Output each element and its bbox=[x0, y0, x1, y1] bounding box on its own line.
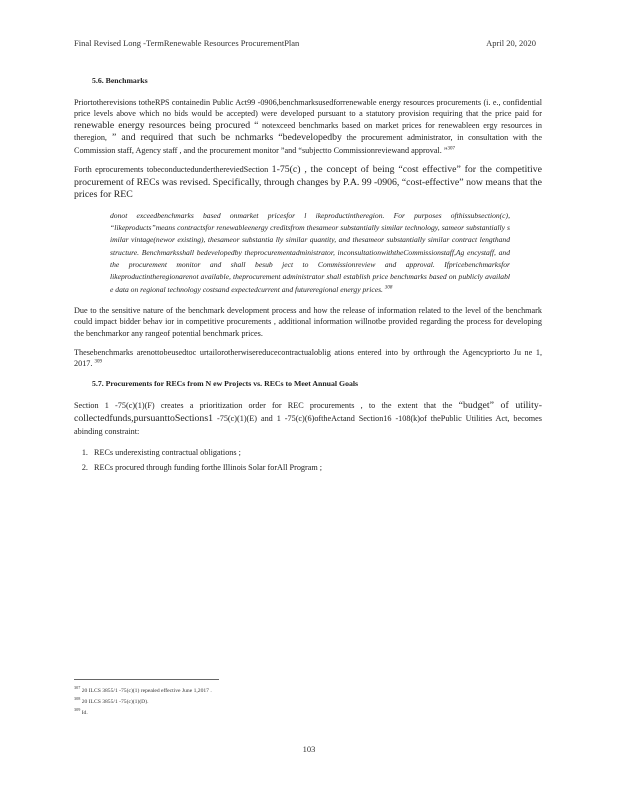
emphasis-text: “budget” of utility-collectedfunds,pursuanttoSections1 bbox=[74, 400, 542, 425]
document-body bbox=[74, 76, 542, 475]
footnote-309: $^{309}$ Id. bbox=[74, 707, 88, 716]
paragraph-benchmark-confidentiality: Due to the sensitive nature of the benchmark development process and how the release of information related to the level of the benchmark could impact bidder behav ior in competitive procurements , additional information willnotbe provided regarding the process for developing the benchmarkor any rangeof potential benchmark prices. bbox=[74, 305, 542, 338]
emphasis-text: ” and required that such be nchmarks “bedevelopedby bbox=[106, 132, 342, 144]
emphasis-text: renewable energy resources being procured “ bbox=[74, 119, 259, 131]
footnote-ref-308[interactable]: 308 bbox=[384, 285, 393, 291]
footnotes bbox=[74, 686, 212, 719]
emphasis-text: 1-75(c) , the concept of being “cost effective” for the competitive procurement of RECs was revised. Specifically, through changes by P.A. 99 -0906, “cost-effective” now means that the prices for REC bbox=[74, 164, 542, 201]
paragraph-benchmarks-history: Priortotherevisions totheRPS containedin Public Act99 -0906,benchmarksusedforrenewable energy resources procurements (i. e., confidential price levels above which no bids would be accepted) were developed pursuant to a statutory provision requiring that the price paid for renewable energy resources being procured “ notexceed benchmarks based on market prices for renewableen ergy resources in theregion, ” and required that such be nchmarks “bedevelopedby the procurement administrator, in consultation with the Commission staff, Agency staff , and the procurement monitor ”and “subjectto Commissionreviewand approval. ”$^{307}$ bbox=[74, 98, 542, 155]
footnote-ref-309[interactable]: 309 bbox=[94, 359, 102, 365]
paragraph-cost-effective: Forth eprocurements tobeconductedunderthereviedSection 1-75(c) , the concept of being “cost effective” for the competitive procurement of RECs was revised. Specifically, through changes by P.A. 99 -0906, “cost-effective” now means that the prices for REC bbox=[74, 164, 542, 201]
list-item: 1. RECs underexisting contractual obligations ; bbox=[90, 445, 542, 460]
block-quote-statute: donot exceedbenchmarks based onmarket pricesfor l ikeproductintheregion. For purposes ofthissubsection(c), “likeproducts”means contractsfor renewableenergy creditsfrom thesameor substantially similar technology, sameor substantially s imilar vintage(newor existing), thesameor substantia lly similar quantity, and thesameor substantially similar contract lengthand structure. Benchmarksshall bedevelopedby theprocurementadministrator, inconsultationwiththeCommissionstaff,Ag encystaff, and the procurement monitor and shall besub ject to Commissionreview and approval. Ifpricebenchmarksfor likeproductintheregionarenot available, theprocurement administrator shall establish price benchmarks based on publicly availabl e data on regional technology costsand expectedcurrent and futureregional energy prices. $^{308}$ bbox=[110, 210, 510, 294]
page-number: 103 bbox=[302, 744, 316, 754]
section-heading-5-6: 5.6. Benchmarks bbox=[92, 76, 148, 85]
paragraph-prioritization: Section 1 -75(c)(1)(F) creates a prioritization order for REC procurements , to the extent that the “budget” of utility-collectedfunds,pursuanttoSections1 -75(c)(1)(E) and 1 -75(c)(6)oftheActand Section16 -108(k)of thePublic Utilities Act, becomes abinding constraint: bbox=[74, 400, 542, 436]
section-heading-5-7: 5.7. Procurements for RECs from N ew Projects vs. RECs to Meet Annual Goals bbox=[92, 379, 359, 389]
paragraph-benchmark-contracts: Thesebenchmarks arenottobeusedtoc urtailorotherwisereducecontractualoblig ations entered into by orthrough the Agencypriorto Ju ne 1, 2017. $^{309}$ bbox=[74, 347, 542, 369]
priority-list bbox=[74, 445, 542, 475]
running-header-title: Final Revised Long -TermRenewable Resources ProcurementPlan bbox=[74, 38, 300, 48]
footnote-divider bbox=[74, 679, 219, 680]
footnote-ref-307[interactable]: 307 bbox=[447, 146, 456, 152]
running-header-date: April 20, 2020 bbox=[486, 38, 536, 48]
list-item: 2. RECs procured through funding forthe Illinois Solar forAll Program ; bbox=[90, 460, 542, 475]
footnote-308: $^{308}$ 20 ILCS 3855/1 -75(c)(1)(D). bbox=[74, 696, 149, 705]
footnote-307: $^{307}$ 20 ILCS 3855/1 -75(c)(1) repealed effective June 1,2017 . bbox=[74, 685, 212, 694]
